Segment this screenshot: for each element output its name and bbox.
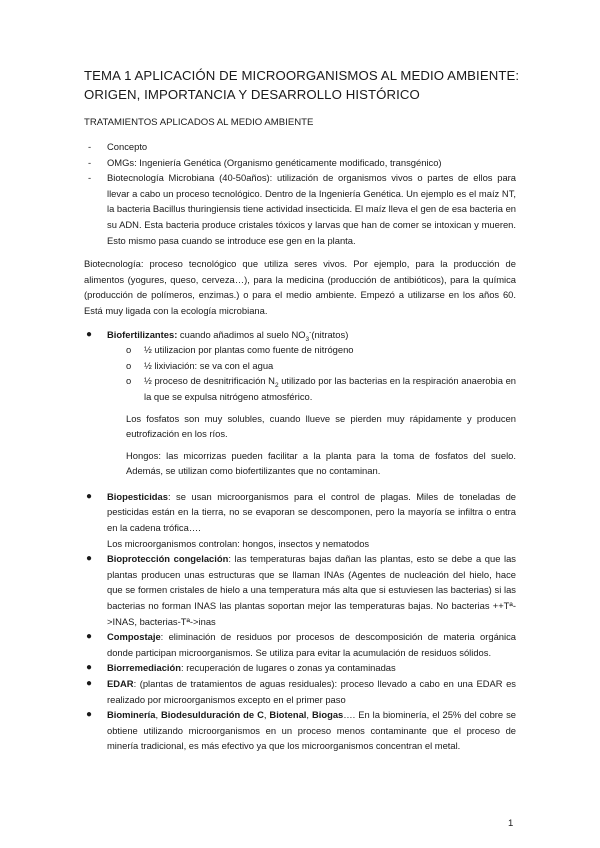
separator: ,: [306, 709, 312, 721]
biomineria-text: …. En la biominería: [343, 709, 427, 721]
biorremediacion-item: [84, 660, 516, 676]
edar-item: [84, 676, 516, 707]
biopesticidas-item: [84, 489, 516, 551]
biorremediacion-label: Biorremediación: [107, 662, 181, 674]
biogas-label: Biogas: [311, 709, 344, 721]
page-number: 1: [508, 818, 514, 829]
biofert-subitem: [84, 342, 516, 358]
biomineria-label: Biominería: [107, 709, 156, 721]
biomineria-item: [84, 707, 516, 754]
biofert-subitem: [84, 358, 516, 374]
circle-bullet-icon: o: [126, 359, 132, 371]
bullet-icon: ●: [86, 490, 93, 502]
biopesticidas-extra: Los microorganismos controlan: hongos, insectos y nematodos: [107, 537, 370, 549]
separator: ,: [155, 709, 162, 721]
subscript-3: 3: [305, 335, 310, 343]
compostaje-item: [84, 629, 516, 660]
document-title: TEMA 1 APLICACIÓN DE MICROORGANISMOS AL MEDIO AMBIENTE: ORIGEN, IMPORTANCIA Y DESARROLLO HISTÓRICO: [84, 68, 520, 102]
bullet-icon: ●: [86, 678, 93, 689]
biofert-subitem-text: ½ utilizacion por plantas como fuente de nitrógeno: [144, 344, 354, 356]
biofert-subitem-text-tail: utilizado por las bacterias en la respiración anaerobia en la que se expulsa nitrógeno atmosférico.: [144, 375, 516, 402]
superscript-minus: -: [309, 328, 312, 336]
bullet-icon: ●: [86, 709, 93, 721]
intro-list: [84, 139, 516, 248]
compostaje-text: : eliminación de residuos por procesos de descomposición de materia orgánica donde participan microorganismos. Se utiliza para evitar la acumulación de residuos sólidos.: [107, 631, 516, 658]
bioproteccion-label: Bioprotección congelación: [107, 553, 229, 565]
fosfatos-paragraph: Los fosfatos son muy solubles, cuando llueve se pierden muy rápidamente y producen eutrofización en los ríos.: [126, 412, 516, 440]
biopesticidas-text: : se usan microorganismos para el control de plagas. Miles de toneladas de pesticidas están en la tierra, no se evaporan se descomponen, pero la mayoría se infiltra o entra en la cadena trófica….: [107, 490, 516, 534]
subscript-2: 2: [274, 382, 279, 390]
edar-label: EDAR: [107, 678, 134, 689]
bullet-icon: ●: [86, 553, 93, 565]
biofertilizantes-text-tail: (nitratos): [311, 328, 349, 340]
bullet-icon: ●: [86, 631, 93, 643]
section-subtitle: TRATAMIENTOS APLICADOS AL MEDIO AMBIENTE: [84, 117, 314, 128]
biofertilizantes-label: Biofertilizantes:: [107, 328, 178, 340]
intro-item-biotecnologia-microbiana: - Biotecnología Microbiana (40-50años): utilización de organismos vivos o partes de ellos para llevar a cabo un proceso tecnológico. Dentro de la Ingeniería Genética. Un ejemplo es el maíz NT, la bacteria Bacillus thuringiensis tiene actividad insecticida. El maíz lleva el gen de esa bacteria en su ADN. Esta bacteria produce cristales tóxicos y larvas que han de comer se intoxican y mueren. Esto mismo pasa cuando se introduce ese gen en la planta.: [84, 170, 516, 248]
biofert-subitem: [84, 373, 516, 404]
biomineria-text-tail: , el 25% del cobre se obtiene utilizando microorganismos en un proceso menos contaminante que el proceso de minería tradicional, es más efectivo ya que los microorganismos concentran el metal.: [107, 709, 516, 752]
intro-item-omgs: - OMGs: Ingeniería Genética (Organismo genéticamente modificado, transgénico): [84, 155, 516, 171]
biofertilizantes-text: cuando añadimos al suelo NO: [177, 328, 306, 340]
biopesticidas-label: Biopesticidas: [107, 490, 168, 502]
circle-bullet-icon: o: [126, 344, 132, 356]
bioproteccion-text: : las temperaturas bajas dañan las plantas, esto se debe a que las plantas producen unas estructuras que se llaman INAs (Agentes de nucleación del hielo, hace que se formen cristales de hielo a una temperatura más alta que si estuviesen las bacterias) si las bacterias no forman INAS las plantas soportan mejor las temperaturas bajas. No bacterias ++Tª->INAS, bacterias-Tª->inas: [107, 553, 516, 627]
biofertilizantes-item: [84, 327, 516, 343]
circle-bullet-icon: o: [126, 375, 132, 387]
document-body: [84, 139, 516, 754]
biodesulduracion-label: Biodesulduración de C: [161, 709, 264, 721]
hongos-paragraph: Hongos: las micorrizas pueden facilitar a la planta para la toma de fosfatos del suelo. Además, se utilizan como biofertilizantes que no contaminan.: [126, 449, 516, 477]
edar-text: : (plantas de tratamientos de aguas residuales): proceso llevado a cabo en una EDAR es realizado por microorganismos excepto en el primer paso: [107, 678, 516, 705]
bullet-icon: ●: [86, 662, 93, 674]
biotecnologia-paragraph: Biotecnología: proceso tecnológico que utiliza seres vivos. Por ejemplo, para la producción de alimentos (yogures, queso, cerveza…), para la medicina (producción de antibióticos), para la química (producción de polímeros, enzimas.) o para el medio ambiente. Empezó a utilizarse en los años 60. Está muy ligada con la ecología microbiana.: [84, 258, 516, 316]
biotenal-label: Biotenal: [269, 709, 307, 721]
biofert-subitem-text: ½ proceso de desnitrificación N: [144, 375, 275, 387]
intro-item-concepto: - Concepto: [84, 139, 516, 155]
bullet-icon: ●: [86, 328, 93, 340]
bioproteccion-item: [84, 551, 516, 629]
separator: ,: [263, 709, 270, 721]
compostaje-label: Compostaje: [107, 631, 161, 643]
biofert-subitem-text: ½ lixiviación: se va con el agua: [144, 359, 274, 371]
biorremediacion-text: : recuperación de lugares o zonas ya contaminadas: [180, 662, 396, 674]
